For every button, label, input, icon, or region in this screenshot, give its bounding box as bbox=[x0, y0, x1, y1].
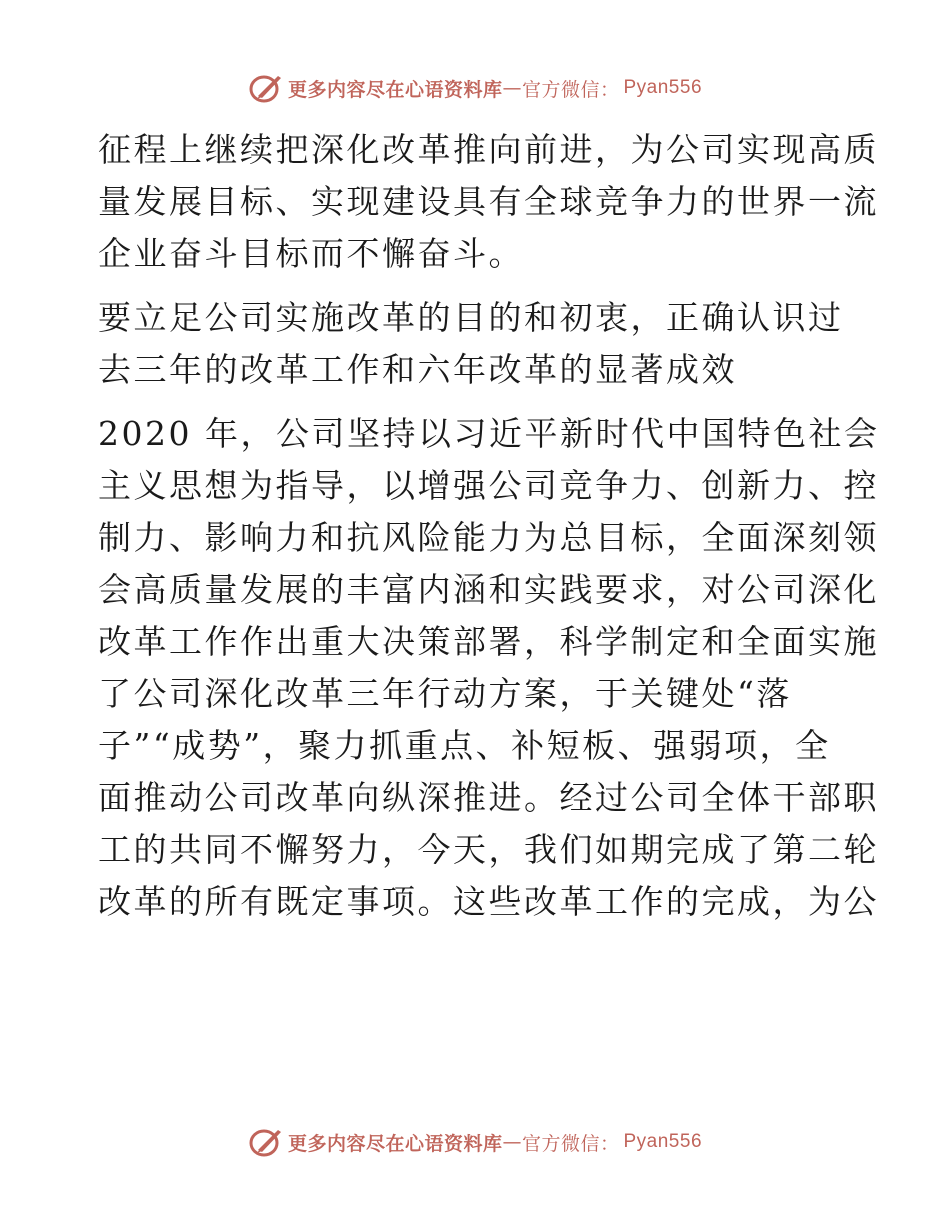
quill-logo-icon bbox=[248, 1126, 284, 1158]
paragraph-line: 面推动公司改革向纵深推进。经过公司全体干部职 bbox=[98, 778, 879, 817]
paragraph-line: 改革的所有既定事项。这些改革工作的完成，为公 bbox=[98, 882, 879, 921]
paragraph-line: 主义思想为指导，以增强公司竞争力、创新力、控 bbox=[98, 466, 879, 505]
paragraph-1 bbox=[98, 124, 879, 280]
paragraph-line: 了公司深化改革三年行动方案，于关键处“落 bbox=[98, 674, 792, 713]
paragraph-line: 制力、影响力和抗风险能力为总目标，全面深刻领 bbox=[98, 518, 879, 557]
document-body bbox=[98, 124, 880, 928]
paragraph-line: 子”“成势”，聚力抓重点、补短板、强弱项，全 bbox=[98, 726, 831, 765]
paragraph-line: 要立足公司实施改革的目的和初衷，正确认识过 bbox=[98, 298, 844, 337]
paragraph-line: 企业奋斗目标而不懈奋斗。 bbox=[98, 234, 524, 273]
watermark-id: Pyan556 bbox=[623, 77, 703, 98]
paragraph-line: 会高质量发展的丰富内涵和实践要求，对公司深化 bbox=[98, 570, 879, 609]
paragraph-line: 工的共同不懈努力，今天，我们如期完成了第二轮 bbox=[98, 830, 879, 869]
watermark-official: 官方微信： bbox=[521, 1132, 620, 1155]
quill-logo-icon bbox=[248, 72, 284, 104]
watermark-dash: — bbox=[502, 77, 522, 99]
watermark-dash: — bbox=[502, 1131, 522, 1153]
paragraph-line: 2020 年，公司坚持以习近平新时代中国特色社会 bbox=[98, 414, 880, 453]
paragraph-line: 征程上继续把深化改革推向前进，为公司实现高质 bbox=[98, 130, 879, 169]
watermark-official: 官方微信： bbox=[521, 78, 620, 101]
paragraph-line: 量发展目标、实现建设具有全球竞争力的世界一流 bbox=[98, 182, 879, 221]
paragraph-line: 改革工作作出重大决策部署，科学制定和全面实施 bbox=[98, 622, 879, 661]
header-watermark bbox=[0, 68, 950, 108]
watermark-text: 更多内容尽在心语资料库 bbox=[287, 78, 503, 101]
watermark-text: 更多内容尽在心语资料库 bbox=[287, 1132, 503, 1155]
paragraph-line: 去三年的改革工作和六年改革的显著成效 bbox=[98, 350, 737, 389]
paragraph-3 bbox=[98, 408, 880, 928]
footer-watermark bbox=[0, 1122, 950, 1162]
paragraph-2 bbox=[98, 292, 850, 396]
watermark-id: Pyan556 bbox=[623, 1131, 703, 1152]
